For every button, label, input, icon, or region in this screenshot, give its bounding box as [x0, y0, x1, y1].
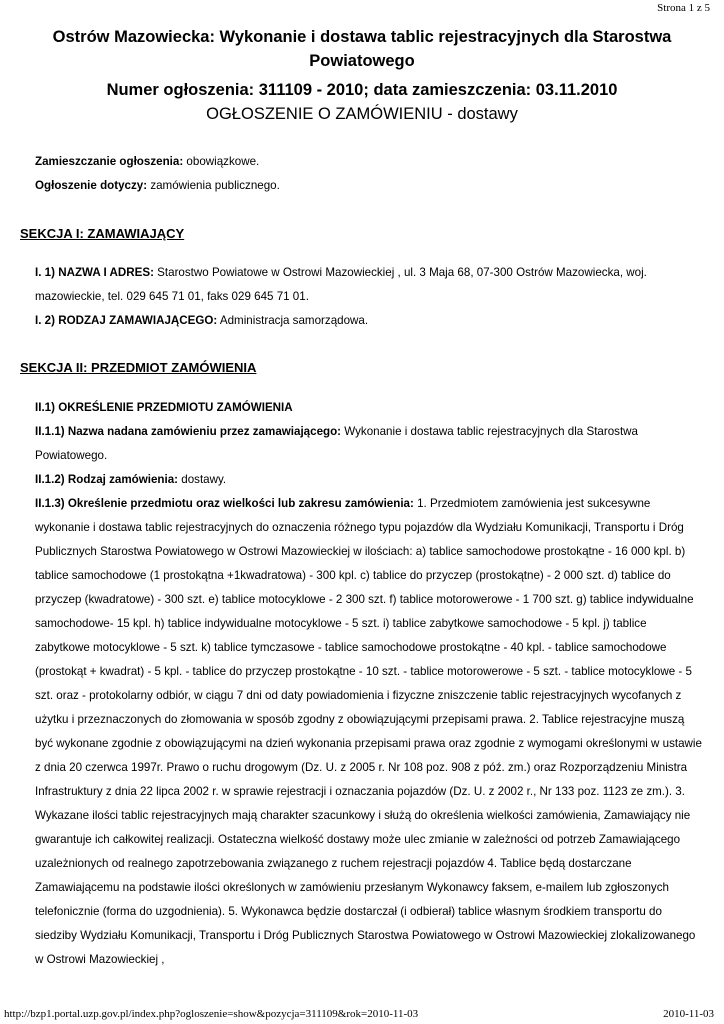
subject-subheading: [35, 396, 703, 420]
contracting-type-label: I. 2) RODZAJ ZAMAWIAJĄCEGO:: [35, 314, 218, 327]
contracting-name-label: I. 1) NAZWA I ADRES:: [35, 266, 154, 279]
order-scope-label: II.1.3) Określenie przedmiotu oraz wielkości lub zakresu zamówienia:: [35, 497, 414, 510]
page-number: Strona 1 z 5: [657, 2, 710, 14]
order-kind-label: II.1.2) Rodzaj zamówienia:: [35, 473, 179, 486]
order-kind-line: [35, 468, 703, 492]
order-scope-line: [35, 492, 703, 972]
footer-url: http://bzp1.portal.uzp.gov.pl/index.php?ogloszenie=show&pozycja=311109&rok=2010-11-03: [4, 1008, 419, 1020]
concerns-value: zamówienia publicznego.: [147, 179, 280, 192]
section1-heading: SEKCJA I: ZAMAWIAJĄCY: [20, 226, 185, 241]
order-name-line: [35, 420, 703, 468]
notice-type: OGŁOSZENIE O ZAMÓWIENIU - dostawy: [206, 105, 518, 123]
order-name-value: Wykonanie i dostawa tablic rejestracyjnych dla Starostwa Powiatowego.: [35, 425, 639, 462]
posting-value: obowiązkowe.: [183, 155, 260, 168]
concerns-line: [35, 174, 703, 198]
posting-line: [35, 150, 703, 174]
intro-block: [35, 150, 703, 198]
order-name-label: II.1.1) Nazwa nadana zamówieniu przez zamawiającego:: [35, 425, 342, 438]
section2-block: [35, 396, 703, 972]
notice-number: Numer ogłoszenia: 311109 - 2010; data zamieszczenia: 03.11.2010: [106, 81, 618, 99]
concerns-label: Ogłoszenie dotyczy:: [35, 179, 148, 192]
order-kind-value: dostawy.: [178, 473, 227, 486]
order-scope-value: 1. Przedmiotem zamówienia jest sukcesywne wykonanie i dostawa tablic rejestracyjnych do oznaczenia różnego typu pojazdów dla Wydziału Komunikacji, Transportu i Dróg Publicznych Starostwa Powiatowego w Ostrowi Mazowieckiej w ilościach: a) tablice samochodowe prostokątne - 16 000 kpl. b) tablice samochodowe (1 prostokątna +1kwadratowa) - 300 kpl. c) tablice do przyczep (prostokątne) - 2 000 szt. d) tablice do przyczep (kwadratowe) - 300 szt. e) tablice motocyklowe - 2 300 szt. f) tablice motorowerowe - 1 700 szt. g) tablice indywidualne samochodowe- 15 kpl. h) tablice indywidualne motocyklowe - 5 szt. i) tablice zabytkowe samochodowe - 5 kpl. j) tablice zabytkowe motocyklowe - 5 szt. k) tablice tymczasowe - tablice samochodowe prostokątne - 40 kpl. - tablice samochodowe (prostokąt + kwadrat) - 5 kpl. - tablice do przyczep prostokątne - 10 szt. - tablice motorowerowe - 5 szt. - tablice motocyklowe - 5 szt. oraz - protokolarny odbiór, w ciągu 7 dni od daty powiadomienia i fizyczne zniszczenie tablic rejestracyjnych wycofanych z użytku i przeznaczonych do złomowania w sposób zgodny z obowiązującymi przepisami prawa. 2. Tablice rejestracyjne muszą być wykonane zgodnie z obowiązującymi na dzień wykonania przepisami prawa oraz zgodnie z wymogami określonymi w ustawie z dnia 20 czerwca 1997r. Prawo o ruchu drogowym (Dz. U. z 2005 r. Nr 108 poz. 908 z póź. zm.) oraz Rozporządzeniu Ministra Infrastruktury z dnia 22 lipca 2002 r. w sprawie rejestracji i oznaczania pojazdów (Dz. U. z 2002 r., Nr 133 poz. 1123 ze zm.). 3. Wykazane ilości tablic rejestracyjnych mają charakter szacunkowy i służą do określenia wielkości zamówienia, Zamawiający nie gwarantuje ich całkowitej realizacji. Ostateczna wielkość dostawy może ulec zmianie w zależności od potrzeb Zamawiającego uzależnionych od realnego zapotrzebowania związanego z ruchem rejestracji pojazdów 4. Tablice będą dostarczane Zamawiającemu na podstawie ilości określonych w zamówieniu przesłanym Wykonawcy faksem, e-mailem lub zgłoszonych telefonicznie (forma do uzgodnienia). 5. Wykonawca będzie dostarczał (i odbierał) tablice własnym środkiem transportu do siedziby Wydziału Komunikacji, Transportu i Dróg Publicznych Starostwa Powiatowego w Ostrowi Mazowieckiej zlokalizowanego w Ostrowi Mazowieckiej ,: [35, 497, 702, 966]
section2-heading: SEKCJA II: PRZEDMIOT ZAMÓWIENIA: [20, 360, 257, 375]
section1-block: [35, 261, 703, 333]
posting-label: Zamieszczanie ogłoszenia:: [35, 155, 184, 168]
footer-date: 2010-11-03: [663, 1008, 714, 1020]
contracting-name-value: Starostwo Powiatowe w Ostrowi Mazowieckiej , ul. 3 Maja 68, 07-300 Ostrów Mazowiecka, woj. mazowieckie, tel. 029 645 71 01, faks 029 645 71 01.: [35, 266, 647, 303]
contracting-type-line: [35, 309, 703, 333]
subject-subheading-label: II.1) OKREŚLENIE PRZEDMIOTU ZAMÓWIENIA: [35, 401, 293, 414]
contracting-type-value: Administracja samorządowa.: [217, 314, 369, 327]
notice-title: Ostrów Mazowiecka: Wykonanie i dostawa tablic rejestracyjnych dla Starostwa Powiatowego: [52, 28, 672, 70]
contracting-name-line: [35, 261, 703, 309]
